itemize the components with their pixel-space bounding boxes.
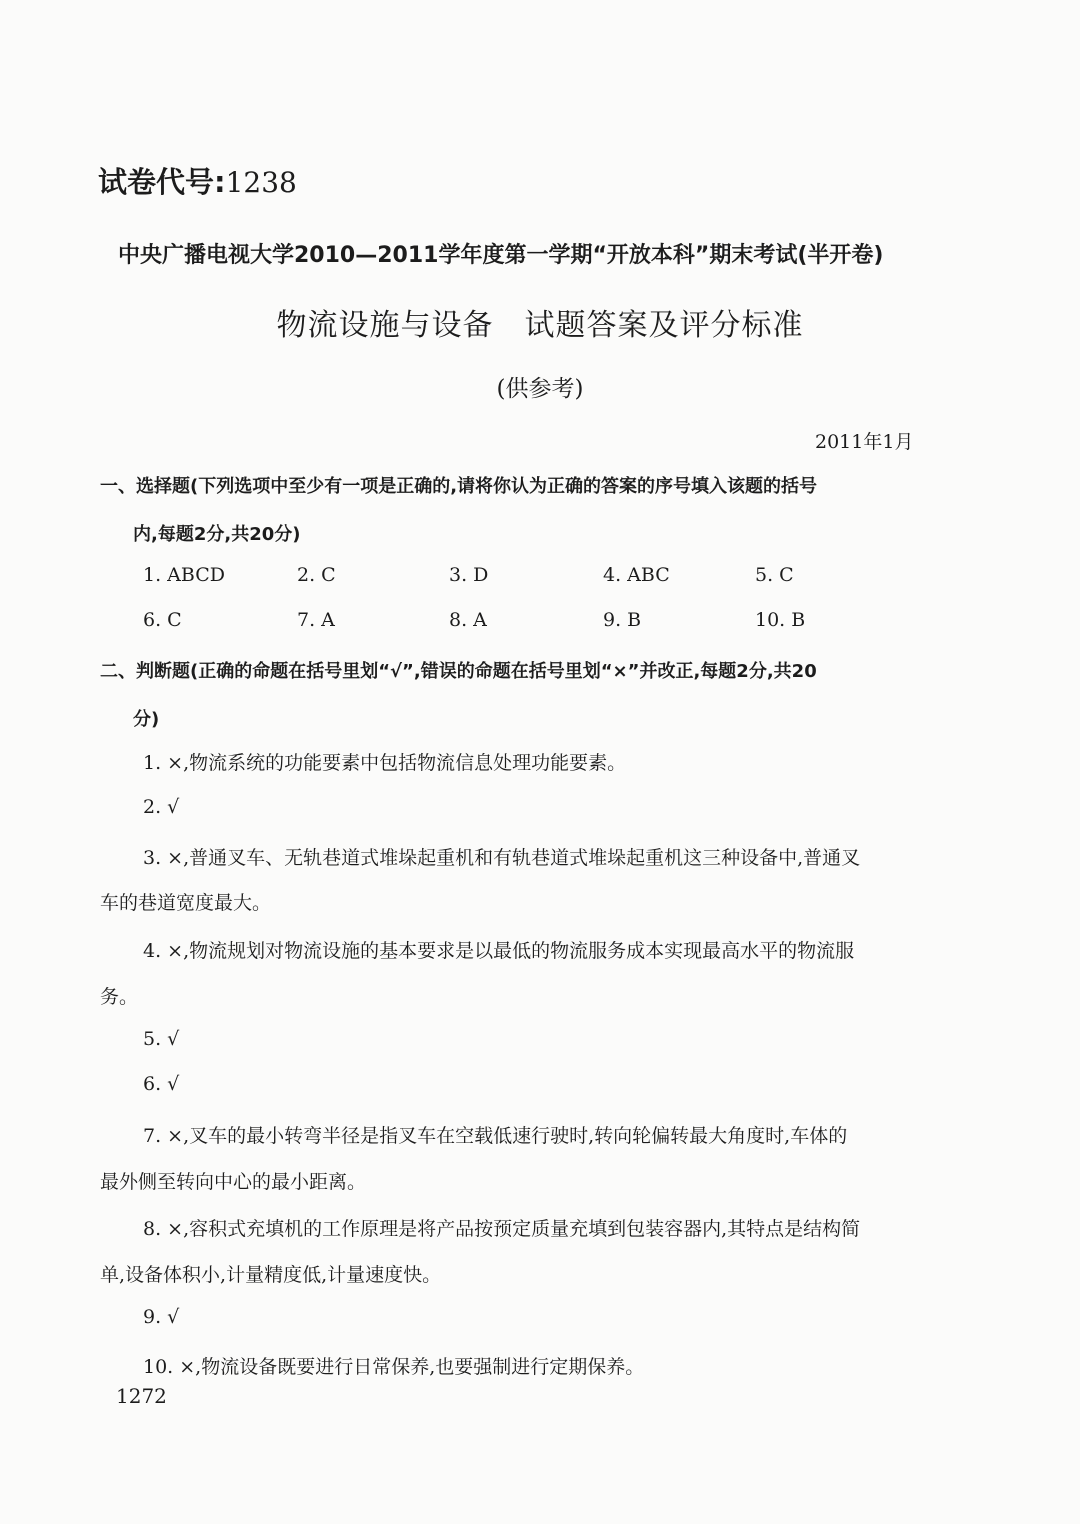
tf-answer-line: 10. ×,物流设备既要进行日常保养,也要强制进行定期保养。 — [143, 1356, 645, 1378]
mc-answer: 9. B — [603, 609, 642, 631]
mc-answer: 1. ABCD — [143, 564, 225, 586]
tf-answer-line: 9. √ — [143, 1306, 180, 1328]
section1-heading-line2: 内,每题2分,共20分) — [133, 524, 301, 545]
mc-answer: 3. D — [449, 564, 489, 586]
course-title: 物流设施与设备 试题答案及评分标准 — [276, 308, 804, 343]
page-number: 1272 — [116, 1384, 167, 1408]
university-title: 中央广播电视大学2010—2011学年度第一学期“开放本科”期末考试(半开卷) — [118, 243, 884, 268]
tf-answer-line: 5. √ — [143, 1028, 180, 1050]
exam-code — [98, 160, 297, 201]
tf-answer-line: 3. ×,普通叉车、无轨巷道式堆垛起重机和有轨巷道式堆垛起重机这三种设备中,普通叉 — [143, 847, 861, 869]
exam-code-number: 1238 — [225, 166, 297, 199]
tf-answer-line: 车的巷道宽度最大。 — [100, 892, 272, 914]
section2-heading-line2: 分) — [133, 709, 160, 730]
tf-answer-line: 7. ×,叉车的最小转弯半径是指叉车在空载低速行驶时,转向轮偏转最大角度时,车体的 — [143, 1125, 848, 1147]
tf-answer-line: 务。 — [100, 986, 139, 1008]
tf-answer-line: 2. √ — [143, 796, 180, 818]
tf-answer-line: 1. ×,物流系统的功能要素中包括物流信息处理功能要素。 — [143, 752, 627, 774]
section2-heading-line1: 二、判断题(正确的命题在括号里划“√”,错误的命题在括号里划“×”并改正,每题2分,共20 — [100, 661, 817, 682]
exam-date: 2011年1月 — [815, 431, 914, 453]
mc-answer: 6. C — [143, 609, 182, 631]
tf-answer-line: 最外侧至转向中心的最小距离。 — [100, 1171, 367, 1193]
mc-answer: 4. ABC — [603, 564, 670, 586]
mc-answer: 7. A — [297, 609, 335, 631]
section1-heading-line1: 一、选择题(下列选项中至少有一项是正确的,请将你认为正确的答案的序号填入该题的括号 — [100, 476, 818, 497]
reference-note: (供参考) — [496, 376, 584, 402]
tf-answer-line: 单,设备体积小,计量精度低,计量速度快。 — [100, 1264, 442, 1286]
mc-answer: 5. C — [755, 564, 794, 586]
mc-answer: 10. B — [755, 609, 806, 631]
tf-answer-line: 8. ×,容积式充填机的工作原理是将产品按预定质量充填到包装容器内,其特点是结构简 — [143, 1218, 861, 1240]
exam-code-label: 试卷代号: — [98, 165, 226, 199]
tf-answer-line: 4. ×,物流规划对物流设施的基本要求是以最低的物流服务成本实现最高水平的物流服 — [143, 940, 855, 962]
mc-answer: 8. A — [449, 609, 487, 631]
mc-answer: 2. C — [297, 564, 336, 586]
tf-answer-line: 6. √ — [143, 1073, 180, 1095]
